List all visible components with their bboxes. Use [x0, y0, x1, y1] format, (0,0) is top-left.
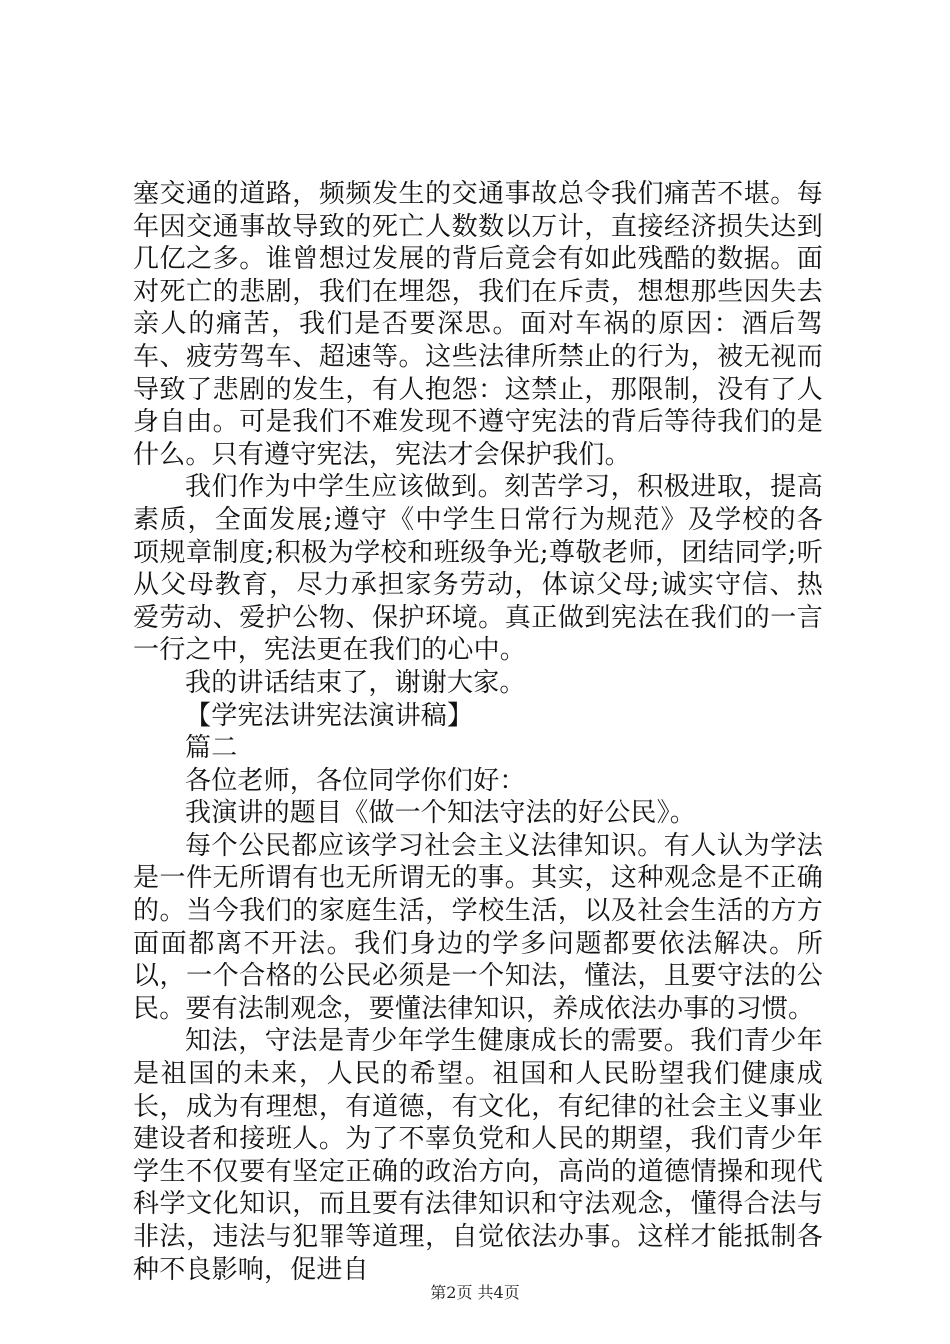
paragraph-learn-law: 每个公民都应该学习社会主义法律知识。有人认为学法是一件无所谓有也无所谓无的事。其实，这种观念是不正确的。当今我们的家庭生活，学校生活，以及社会生活的方方面面都离不开法。我们身边的学多问题都要依法解决。所以，一个合格的公民必须是一个知法，懂法，且要守法的公民。要有法制观念，要懂法律知识，养成依法办事的习惯。 — [133, 830, 823, 1024]
page-number-footer: 第2页 共4页 — [430, 1283, 520, 1302]
paragraph-closing-remark: 我的讲话结束了，谢谢大家。 — [185, 667, 526, 698]
paragraph-section-title: 【学宪法讲宪法演讲稿】 — [185, 700, 474, 731]
paragraph-youth-growth: 知法，守法是青少年学生健康成长的需要。我们青少年是祖国的未来，人民的希望。祖国和人民盼望我们健康成长，成为有理想，有道德，有文化，有纪律的社会主义事业建设者和接班人。为了不辜负党和人民的期望，我们青少年学生不仅要有坚定正确的政治方向，高尚的道德情操和现代科学文化知识，而且要有法律知识和守法观念，懂得合法与非法，违法与犯罪等道理，自觉依法办事。这样才能抵制各种不良影响，促进自 — [133, 1026, 823, 1285]
paragraph-part-two-heading: 篇二 — [185, 733, 238, 764]
document-body — [133, 178, 823, 1286]
paragraph-speech-topic: 我演讲的题目《做一个知法守法的好公民》。 — [185, 798, 697, 829]
paragraph-traffic-accidents: 塞交通的道路，频频发生的交通事故总令我们痛苦不堪。每年因交通事故导致的死亡人数数以万计，直接经济损失达到几亿之多。谁曾想过发展的背后竟会有如此残酷的数据。面对死亡的悲剧，我们在埋怨，我们在斥责，想想那些因失去亲人的痛苦，我们是否要深思。面对车祸的原因：酒后驾车、疲劳驾车、超速等。这些法律所禁止的行为，被无视而导致了悲剧的发生，有人抱怨：这禁止，那限制，没有了人身自由。可是我们不难发现不遵守宪法的背后等待我们的是什么。只有遵守宪法，宪法才会保护我们。 — [133, 179, 823, 470]
paragraph-student-duties: 我们作为中学生应该做到。刻苦学习，积极进取，提高素质，全面发展;遵守《中学生日常行为规范》及学校的各项规章制度;积极为学校和班级争光;尊敬老师，团结同学;听从父母教育，尽力承担家务劳动，体谅父母;诚实守信、热爱劳动、爱护公物、保护环境。真正做到宪法在我们的一言一行之中，宪法更在我们的心中。 — [133, 472, 823, 666]
paragraph-greeting: 各位老师，各位同学你们好： — [185, 765, 526, 796]
